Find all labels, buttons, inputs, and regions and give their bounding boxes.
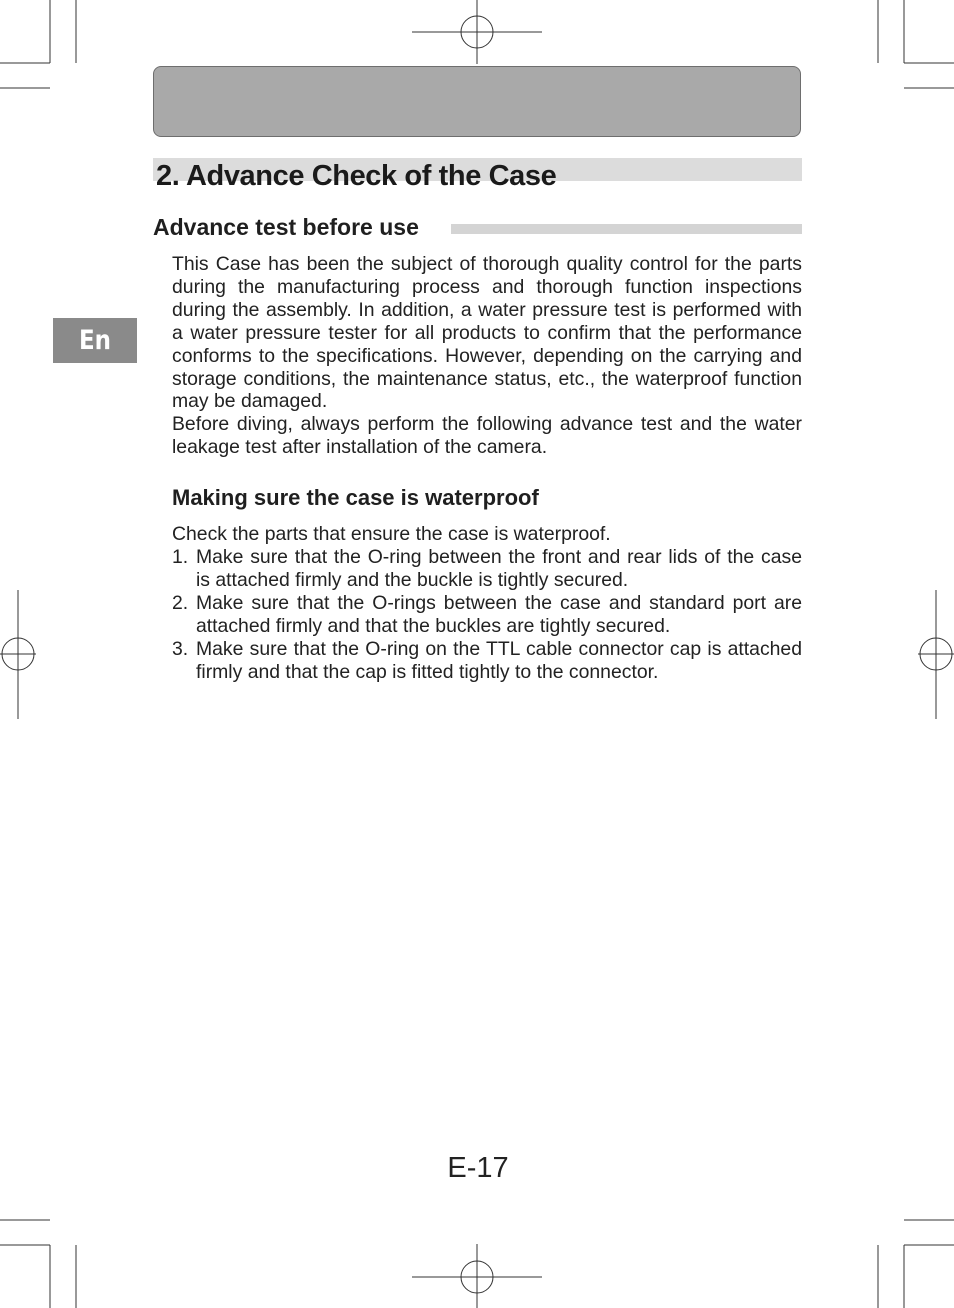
waterproof-heading: Making sure the case is waterproof (172, 485, 539, 510)
heading-rule (451, 224, 802, 234)
step-text: Make sure that the O-ring on the TTL cable connector cap is attached firmly and that the cap is fitted tightly to the connector. (196, 638, 802, 683)
paragraph: Before diving, always perform the following advance test and the water leakage test after installation of the camera. (172, 413, 802, 459)
step-number: 1. (172, 546, 189, 568)
step-text: Make sure that the O-ring between the front and rear lids of the case is attached firmly and the buckle is tightly secured. (196, 546, 802, 591)
waterproof-intro: Check the parts that ensure the case is waterproof. (172, 523, 611, 545)
advance-test-body (172, 253, 802, 459)
list-item (172, 592, 802, 638)
language-tab-label: En (78, 325, 112, 356)
advance-test-heading: Advance test before use (153, 214, 419, 240)
step-number: 2. (172, 592, 189, 614)
waterproof-steps (172, 546, 802, 684)
paragraph: This Case has been the subject of thorough quality control for the parts during the manufacturing process and thorough function inspections during the assembly. In addition, a water pressure test is performed with a water pressure tester for all products to confirm that the performance conforms to the specifications. However, depending on the carrying and storage conditions, the maintenance status, etc., the waterproof function may be damaged. (172, 253, 802, 413)
list-item (172, 546, 802, 592)
step-text: Make sure that the O-rings between the case and standard port are attached firmly and that the buckles are tightly secured. (196, 592, 802, 637)
header-bar (153, 66, 801, 137)
page-number: E-17 (447, 1152, 509, 1184)
list-item (172, 638, 802, 684)
step-number: 3. (172, 638, 189, 660)
language-tab (53, 318, 137, 363)
section-title: 2. Advance Check of the Case (156, 160, 557, 192)
